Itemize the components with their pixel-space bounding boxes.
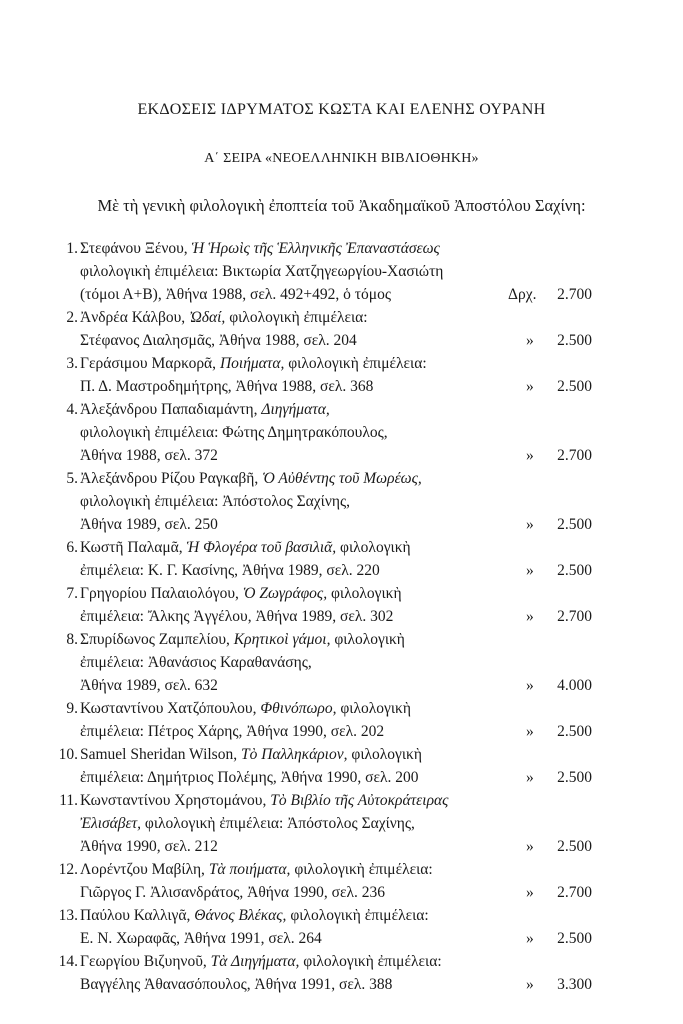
entry-line	[0, 237, 683, 260]
book-title: Τὸ Βιβλίο τῆς Αὐτοκράτειρας	[270, 792, 449, 809]
entry-text	[80, 283, 391, 306]
entry-line	[0, 858, 683, 881]
price: 2.700	[557, 447, 592, 464]
entry-text	[80, 536, 411, 559]
entry-text-segment: Στεφάνου Ξένου,	[80, 240, 192, 257]
price-currency: »	[526, 378, 534, 395]
entry-text	[80, 559, 380, 582]
entry-text-segment: Π. Δ. Μαστροδημήτρης, Ἀθήνα 1988, σελ. 368	[80, 378, 374, 395]
entry-number: 1.	[66, 240, 78, 257]
list-item	[0, 697, 683, 743]
entry-text-segment: Ἀνδρέα Κάλβου,	[80, 309, 190, 326]
price: 2.500	[557, 332, 592, 349]
price: 2.500	[557, 930, 592, 947]
entry-text	[80, 605, 393, 628]
entry-line	[0, 421, 683, 444]
entry-number: 14.	[58, 953, 78, 970]
entry-text	[80, 444, 218, 467]
entry-text-segment: Ἀλεξάνδρου Ρίζου Ραγκαβῆ,	[80, 470, 263, 487]
entry-text-segment: Ἀλεξάνδρου Παπαδιαμάντη,	[80, 401, 262, 418]
price-currency: »	[526, 608, 534, 625]
entry-text-segment: φιλολογικὴ ἐπιμέλεια:	[286, 907, 429, 924]
entry-text	[80, 973, 392, 996]
entry-text-segment: Κωσταντίνου Χατζόπουλου,	[80, 700, 261, 717]
entry-line	[0, 329, 683, 352]
entry-line	[0, 536, 683, 559]
entry-text-segment: Ἀθήνα 1988, σελ. 372	[80, 447, 218, 464]
entry-number: 7.	[66, 585, 78, 602]
entry-text-segment: Στέφανος Διαλησμᾶς, Ἀθήνα 1988, σελ. 204	[80, 332, 357, 349]
book-title: Φθινόπωρο,	[260, 700, 337, 717]
entry-line	[0, 444, 683, 467]
price: 3.300	[557, 976, 592, 993]
price-currency: »	[526, 677, 534, 694]
entry-text-segment: Γιῶργος Γ. Ἀλισανδράτος, Ἀθήνα 1990, σελ. 236	[80, 884, 386, 901]
price-currency: »	[526, 723, 534, 740]
price-currency: Δρχ.	[508, 286, 537, 303]
entry-line	[0, 605, 683, 628]
entry-text	[80, 858, 433, 881]
entry-text-segment: Ε. Ν. Χωραφᾶς, Ἀθήνα 1991, σελ. 264	[80, 930, 322, 947]
price: 2.700	[557, 286, 592, 303]
entry-text	[80, 582, 402, 605]
book-title: Θάνος Βλέκας,	[194, 907, 287, 924]
entry-text	[80, 467, 422, 490]
entry-number: 12.	[58, 861, 78, 878]
entry-text-segment: Γεωργίου Βιζυηνοῦ,	[80, 953, 211, 970]
entry-text	[80, 306, 368, 329]
entry-text-segment: φιλολογικὴ ἐπιμέλεια: Ἀπόστολος Σαχίνης,	[141, 815, 415, 832]
entry-text-segment: Γρηγορίου Παλαιολόγου,	[80, 585, 243, 602]
entry-text-segment: Παύλου Καλλιγᾶ,	[80, 907, 195, 924]
entry-number: 2.	[66, 309, 78, 326]
entry-line	[0, 674, 683, 697]
price-currency: »	[526, 884, 534, 901]
book-title: Τὸ Παλληκάριον,	[240, 746, 348, 763]
list-item	[0, 904, 683, 950]
entry-text-segment: Λορέντζου Μαβίλη,	[80, 861, 209, 878]
entry-text-segment: ἐπιμέλεια: Ἀθανάσιος Καραθανάσης,	[80, 654, 312, 671]
entry-text-segment: ἐπιμέλεια: Πέτρος Χάρης, Ἀθήνα 1990, σελ. 202	[80, 723, 385, 740]
entry-text-segment: φιλολογικὴ	[347, 746, 422, 763]
price: 4.000	[557, 677, 592, 694]
entry-line	[0, 927, 683, 950]
entry-text-segment: Ἀθήνα 1990, σελ. 212	[80, 838, 218, 855]
entry-text	[80, 329, 357, 352]
price: 2.500	[557, 562, 592, 579]
entry-text	[80, 812, 415, 835]
entry-text	[80, 260, 443, 283]
price-currency: »	[526, 838, 534, 855]
list-item	[0, 789, 683, 858]
price-currency: »	[526, 976, 534, 993]
entry-line	[0, 628, 683, 651]
entry-text	[80, 697, 411, 720]
entry-text-segment: φιλολογικὴ ἐπιμέλεια: Βικτωρία Χατζηγεωργίου-Χασιώτη	[80, 263, 444, 280]
entry-line	[0, 559, 683, 582]
book-title: Τὰ ποιήματα,	[208, 861, 291, 878]
entry-number: 8.	[66, 631, 78, 648]
entry-text	[80, 490, 350, 513]
entry-line	[0, 766, 683, 789]
entry-text-segment: φιλολογικὴ ἐπιμέλεια: Ἀπόστολος Σαχίνης,	[80, 493, 350, 510]
entry-text	[80, 904, 429, 927]
entry-line	[0, 789, 683, 812]
entry-number: 11.	[59, 792, 78, 809]
entry-text-segment: φιλολογικὴ	[336, 539, 411, 556]
entry-text-segment: Κωστῆ Παλαμᾶ,	[80, 539, 187, 556]
entry-text	[80, 398, 330, 421]
list-item	[0, 628, 683, 697]
entry-text-segment: φιλολογικὴ ἐπιμέλεια:	[299, 953, 442, 970]
entry-text-segment: φιλολογικὴ	[330, 631, 405, 648]
entry-line	[0, 260, 683, 283]
entry-text-segment: Ἀθήνα 1989, σελ. 632	[80, 677, 218, 694]
price: 2.700	[557, 884, 592, 901]
book-title: Ἡ Φλογέρα τοῦ βασιλιᾶ,	[186, 539, 337, 556]
entry-number: 10.	[58, 746, 78, 763]
entry-line	[0, 467, 683, 490]
entry-line	[0, 697, 683, 720]
entry-line	[0, 582, 683, 605]
entry-line	[0, 720, 683, 743]
entry-text-segment: φιλολογικὴ	[336, 700, 411, 717]
entry-text	[80, 651, 312, 674]
intro-text: Μὲ τὴ γενικὴ φιλολογικὴ ἐποπτεία τοῦ Ἀκαδημαϊκοῦ Ἀποστόλου Σαχίνη:	[97, 196, 586, 215]
book-title: Ἡ Ἡρωὶς τῆς Ἑλληνικῆς Ἐπαναστάσεως	[191, 240, 440, 257]
series-title: Α΄ ΣΕΙΡΑ «ΝΕΟΕΛΛΗΝΙΚΗ ΒΙΒΛΙΟΘΗΚΗ»	[204, 151, 479, 166]
list-item	[0, 467, 683, 536]
entry-number: 3.	[66, 355, 78, 372]
entry-text-segment: φιλολογικὴ ἐπιμέλεια:	[290, 861, 433, 878]
list-item	[0, 858, 683, 904]
entry-text	[80, 513, 218, 536]
list-item	[0, 306, 683, 352]
book-title: Ὁ Ζωγράφος,	[242, 585, 328, 602]
entry-text-segment: Σπυρίδωνος Ζαμπελίου,	[80, 631, 234, 648]
entry-line	[0, 490, 683, 513]
entry-text	[80, 927, 322, 950]
price: 2.500	[557, 723, 592, 740]
price: 2.500	[557, 378, 592, 395]
book-list	[0, 237, 683, 996]
entry-line	[0, 375, 683, 398]
entry-text-segment: ἐπιμέλεια: Δημήτριος Πολέμης, Ἀθήνα 1990, σελ. 200	[80, 769, 419, 786]
book-title: Διηγήματα,	[261, 401, 330, 418]
book-title: Ὠδαί,	[189, 309, 226, 326]
entry-number: 4.	[66, 401, 78, 418]
entry-text	[80, 237, 440, 260]
entry-text	[80, 743, 422, 766]
entry-line	[0, 352, 683, 375]
entry-number: 9.	[66, 700, 78, 717]
list-item	[0, 536, 683, 582]
entry-text	[80, 835, 218, 858]
entry-line	[0, 881, 683, 904]
entry-text	[80, 375, 373, 398]
entry-line	[0, 306, 683, 329]
price-currency: »	[526, 447, 534, 464]
entry-text	[80, 628, 405, 651]
entry-text-segment: Βαγγέλης Ἀθανασόπουλος, Ἀθήνα 1991, σελ. 388	[80, 976, 393, 993]
book-title: Ποιήματα,	[219, 355, 285, 372]
price: 2.500	[557, 769, 592, 786]
entry-text-segment: ἐπιμέλεια: Ἄλκης Ἀγγέλου, Ἀθήνα 1989, σελ. 302	[80, 608, 394, 625]
entry-text	[80, 421, 388, 444]
entry-text	[80, 789, 448, 812]
entry-text	[80, 950, 442, 973]
entry-line	[0, 743, 683, 766]
entry-text-segment: ἐπιμέλεια: Κ. Γ. Κασίνης, Ἀθήνα 1989, σελ. 220	[80, 562, 380, 579]
entry-line	[0, 973, 683, 996]
entry-text-segment: φιλολογικὴ ἐπιμέλεια:	[225, 309, 368, 326]
entry-text-segment: Samuel Sheridan Wilson,	[80, 746, 241, 763]
price-currency: »	[526, 516, 534, 533]
price-currency: »	[526, 562, 534, 579]
entry-line	[0, 651, 683, 674]
entry-line	[0, 950, 683, 973]
entry-line	[0, 904, 683, 927]
entry-text-segment: Κωνσταντίνου Χρηστομάνου,	[80, 792, 271, 809]
list-item	[0, 352, 683, 398]
list-item	[0, 950, 683, 996]
book-title: Κρητικοὶ γάμοι,	[233, 631, 331, 648]
entry-line	[0, 513, 683, 536]
book-title: Ἐλισάβετ,	[80, 815, 142, 832]
price: 2.500	[557, 516, 592, 533]
book-title: Ὁ Αὐθέντης τοῦ Μωρέως,	[262, 470, 422, 487]
entry-text-segment: (τόμοι Α+Β), Ἀθήνα 1988, σελ. 492+492, ὁ τόμος	[80, 286, 391, 303]
price-currency: »	[526, 332, 534, 349]
price-currency: »	[526, 769, 534, 786]
list-item	[0, 582, 683, 628]
entry-line	[0, 835, 683, 858]
entry-text	[80, 674, 218, 697]
entry-number: 5.	[66, 470, 78, 487]
price: 2.700	[557, 608, 592, 625]
entry-line	[0, 283, 683, 306]
entry-text	[80, 720, 384, 743]
entry-text	[80, 881, 385, 904]
entry-number: 13.	[58, 907, 78, 924]
entry-line	[0, 812, 683, 835]
entry-text-segment: φιλολογικὴ	[327, 585, 402, 602]
entry-text	[80, 352, 427, 375]
list-item	[0, 398, 683, 467]
entry-line	[0, 398, 683, 421]
entry-text-segment: Ἀθήνα 1989, σελ. 250	[80, 516, 218, 533]
entry-text-segment: φιλολογικὴ ἐπιμέλεια: Φώτης Δημητρακόπουλος,	[80, 424, 388, 441]
list-item	[0, 743, 683, 789]
book-title: Τὰ Διηγήματα,	[210, 953, 300, 970]
list-item	[0, 237, 683, 306]
price: 2.500	[557, 838, 592, 855]
entry-text	[80, 766, 418, 789]
entry-text-segment: Γεράσιμου Μαρκορᾶ,	[80, 355, 220, 372]
entry-text-segment: φιλολογικὴ ἐπιμέλεια:	[284, 355, 427, 372]
entry-number: 6.	[66, 539, 78, 556]
page-title: ΕΚΔΟΣΕΙΣ ΙΔΡΥΜΑΤΟΣ ΚΩΣΤΑ ΚΑΙ ΕΛΕΝΗΣ ΟΥΡΑΝΗ	[137, 101, 546, 118]
price-currency: »	[526, 930, 534, 947]
